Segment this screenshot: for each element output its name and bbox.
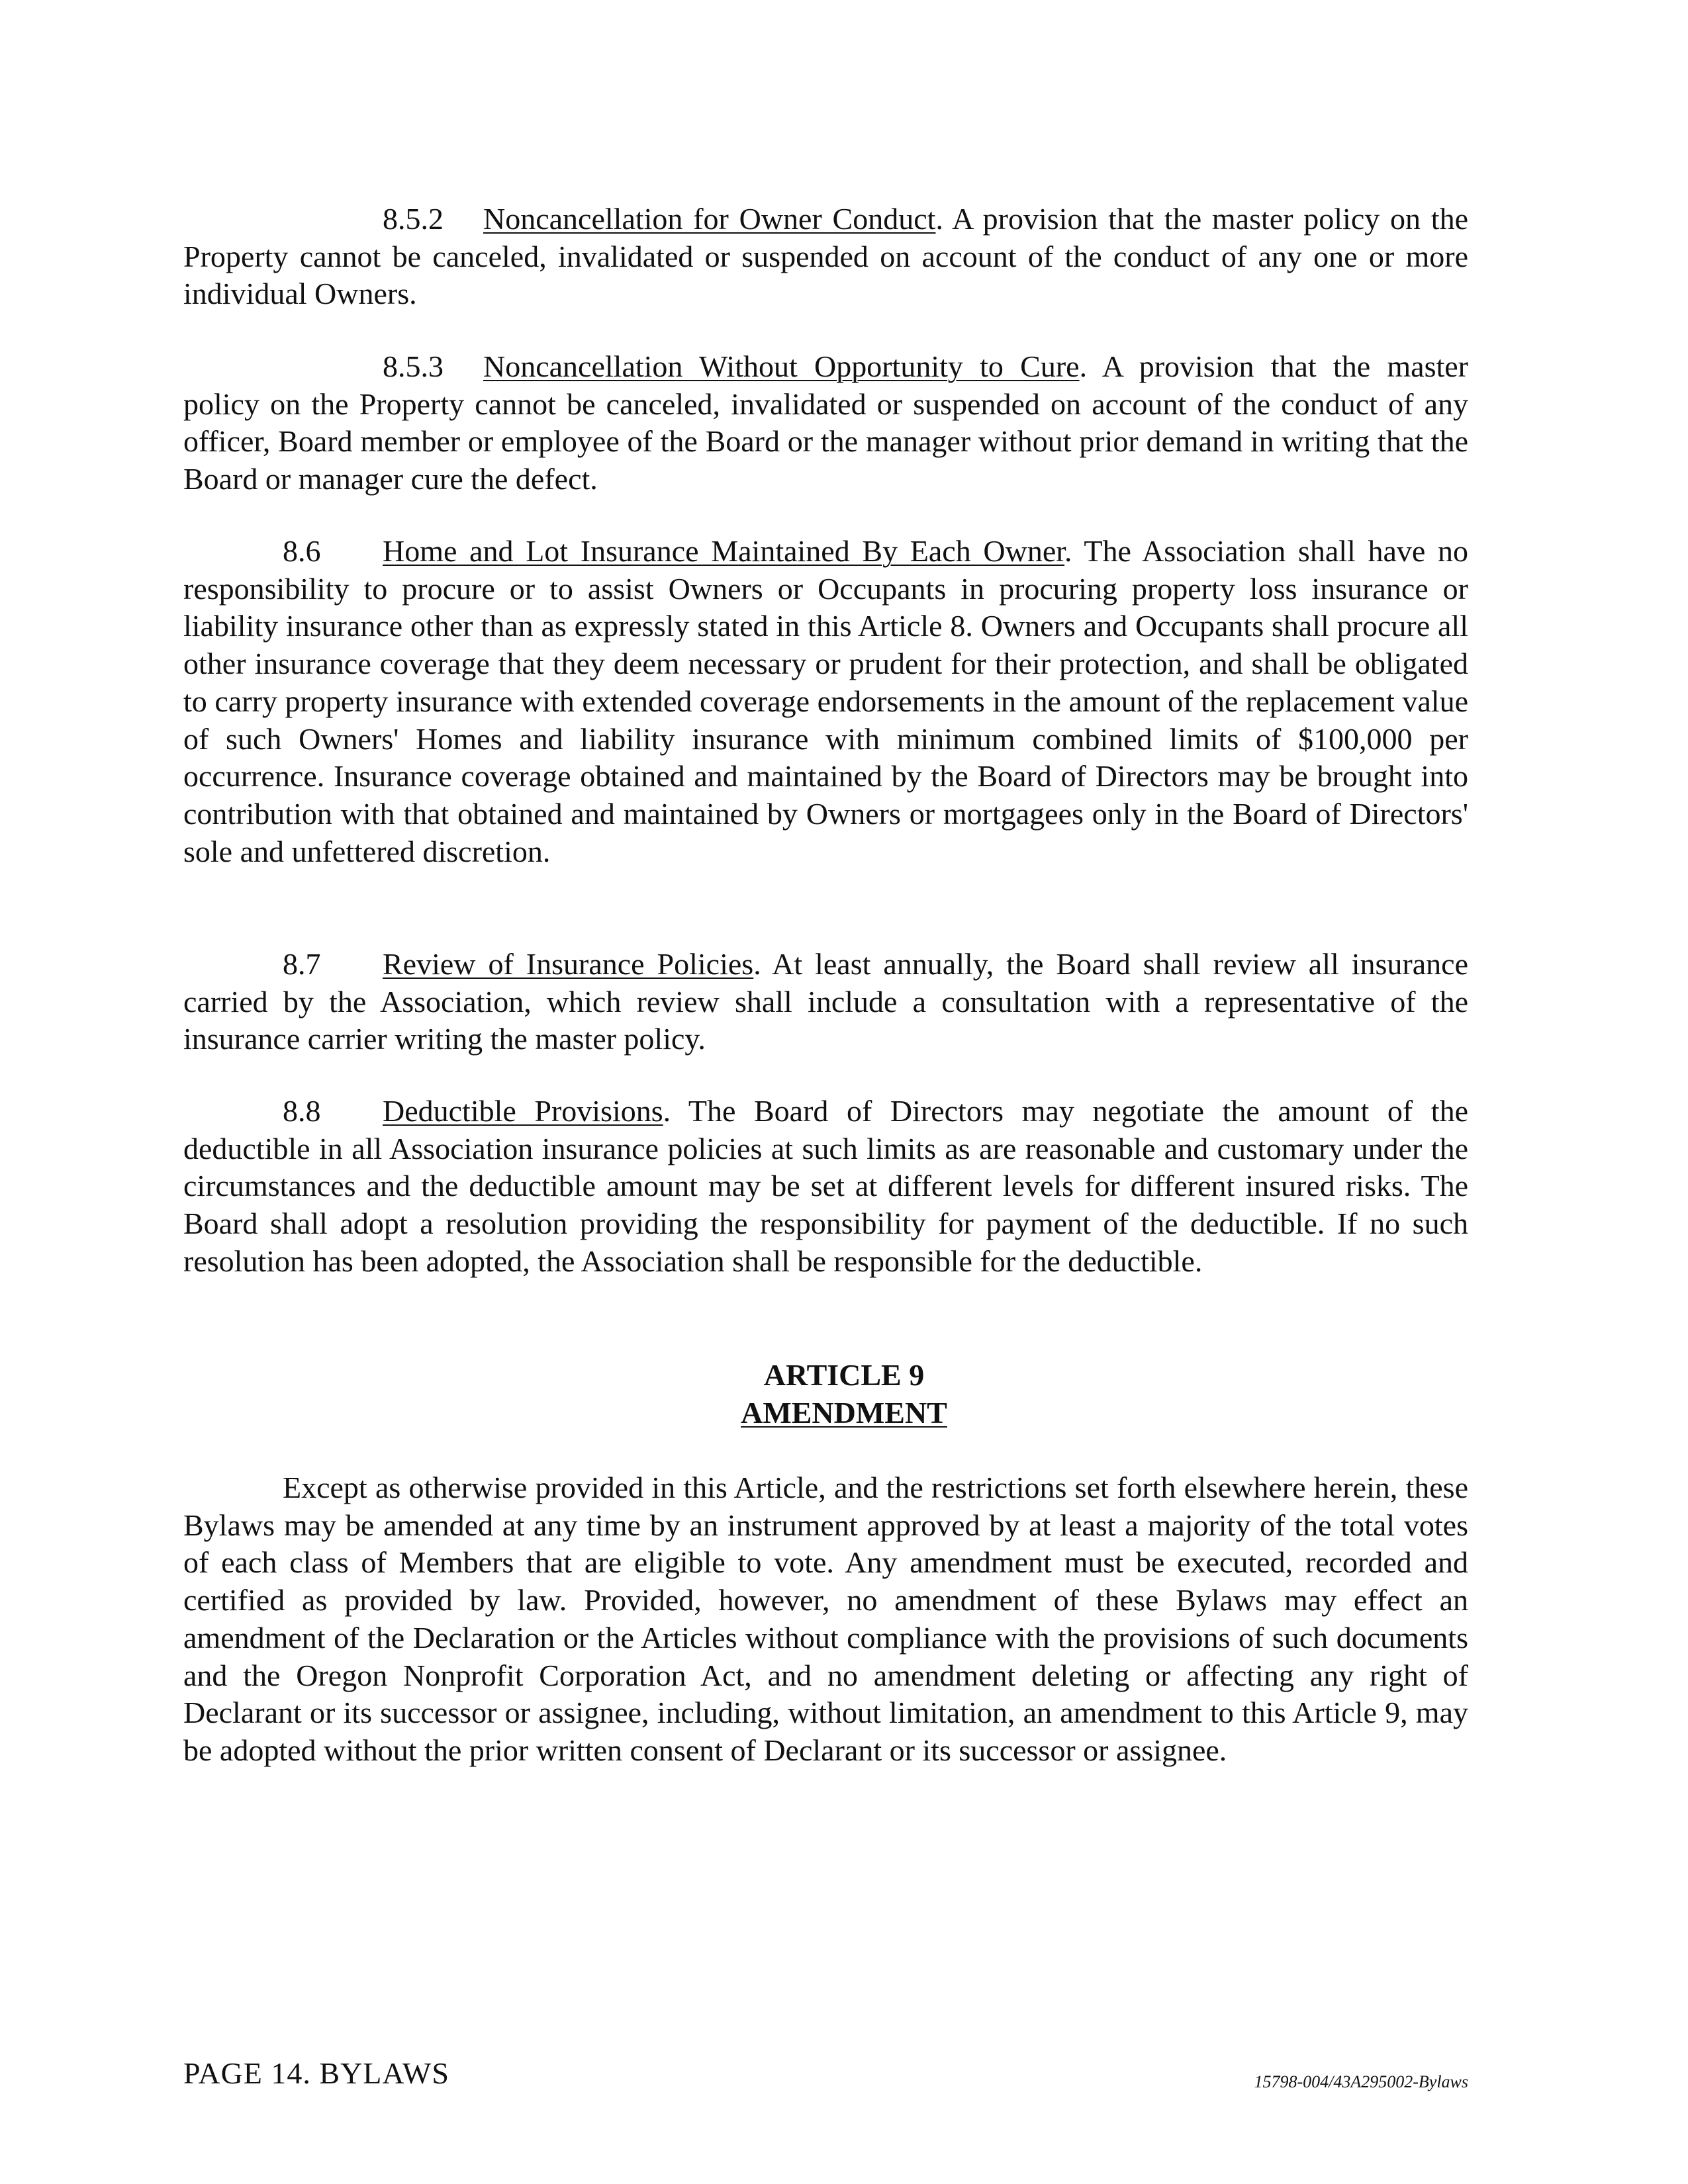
section-body: . At least annually, the Board shall review all insurance carried by the Association, which review shall include a consultation with a representative of the insurance carrier writing the master policy.: [183, 947, 1468, 1056]
section-number: 8.7: [283, 947, 321, 981]
section-8-7: [183, 946, 1468, 1058]
section-body: . A provision that the master policy on the Property cannot be canceled, invalidated or suspended on account of the conduct of any one or more individual Owners.: [183, 202, 1468, 311]
section-number: 8.5.2: [383, 202, 444, 236]
section-heading: Review of Insurance Policies: [383, 947, 754, 981]
section-8-8: [183, 1093, 1468, 1281]
article-title-line: [0, 1394, 1688, 1432]
section-number: 8.5.3: [383, 349, 444, 383]
footer-page-label: PAGE 14. BYLAWS: [183, 2056, 449, 2090]
article-9-body: Except as otherwise provided in this Article, and the restrictions set forth elsewhere herein, these Bylaws may be amended at any time by an instrument approved by at least a majority of the total votes of each class of Members that are eligible to vote. Any amendment must be executed, recorded and certified as provided by law. Provided, however, no amendment of these Bylaws may effect an amendment of the Declaration or the Articles without compliance with the provisions of such documents and the Oregon Nonprofit Corporation Act, and no amendment deleting or affecting any right of Declarant or its successor or assignee, including, without limitation, an amendment to this Article 9, may be adopted without the prior written consent of Declarant or its successor or assignee.: [183, 1471, 1468, 1767]
section-heading: Home and Lot Insurance Maintained By Each Owner: [383, 534, 1065, 568]
section-body: . A provision that the master policy on the Property cannot be canceled, invalidated or suspended on account of the conduct of any officer, Board member or employee of the Board or the manager without prior demand in writing that the Board or manager cure the defect.: [183, 349, 1468, 496]
section-number: 8.8: [283, 1094, 321, 1128]
section-8-5-3: [183, 348, 1468, 498]
section-body: . The Association shall have no responsibility to procure or to assist Owners or Occupants in procuring property loss insurance or liability insurance other than as expressly stated in this Article 8. Owners and Occupants shall procure all other insurance coverage that they deem necessary or prudent for their protection, and shall be obligated to carry property insurance with extended coverage endorsements in the amount of the replacement value of such Owners' Homes and liability insurance with minimum combined limits of $100,000 per occurrence. Insurance coverage obtained and maintained by the Board of Directors may be brought into contribution with that obtained and maintained by Owners or mortgagees only in the Board of Directors' sole and unfettered discretion.: [183, 534, 1468, 868]
section-number: 8.6: [283, 534, 321, 568]
section-heading: Noncancellation Without Opportunity to Cure: [483, 349, 1080, 383]
footer-document-id: 15798-004/43A295002-Bylaws: [1254, 2072, 1468, 2091]
section-heading: Noncancellation for Owner Conduct: [483, 202, 936, 236]
article-number: ARTICLE 9: [763, 1358, 925, 1392]
article-title: AMENDMENT: [741, 1396, 947, 1430]
section-8-5-2: [183, 201, 1468, 313]
section-heading: Deductible Provisions: [383, 1094, 663, 1128]
section-body: . The Board of Directors may negotiate the amount of the deductible in all Association insurance policies at such limits as are reasonable and customary under the circumstances and the deductible amount may be set at different levels for different insured risks. The Board shall adopt a resolution providing the responsibility for payment of the deductible. If no such resolution has been adopted, the Association shall be responsible for the deductible.: [183, 1094, 1468, 1278]
section-8-6: [183, 533, 1468, 870]
